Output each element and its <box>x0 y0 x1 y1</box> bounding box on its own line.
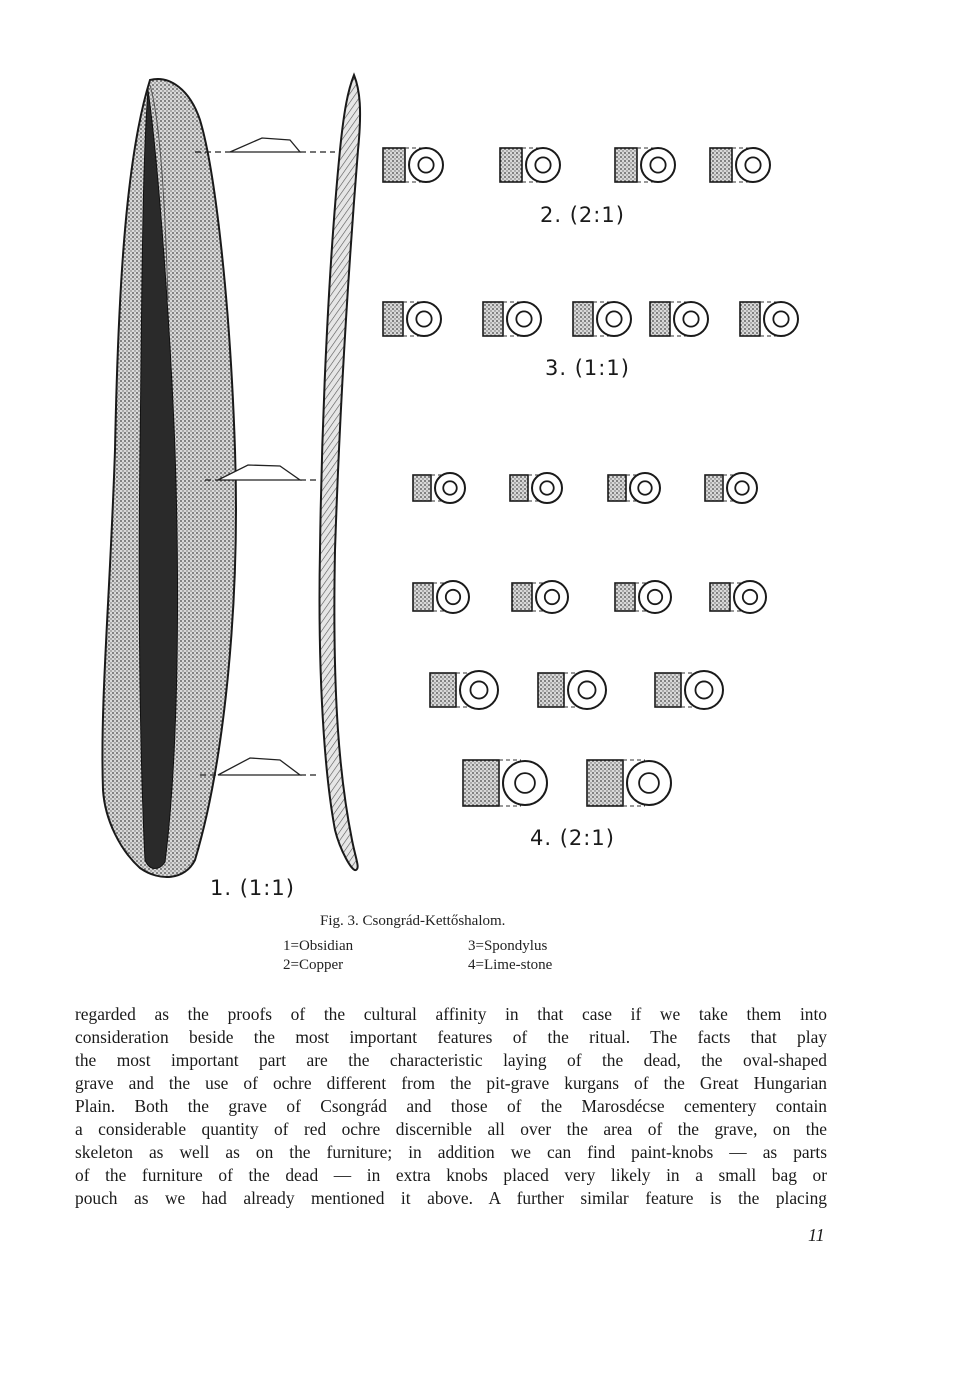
legend-spondylus: 3=Spondylus <box>468 938 548 954</box>
body-paragraph <box>75 1003 827 1210</box>
copper-beads-label: 2. (2:1) <box>540 203 625 227</box>
bead-side-view <box>740 302 760 336</box>
bead-side-view <box>383 302 403 336</box>
legend-limestone: 4=Lime-stone <box>468 957 553 973</box>
figure-caption: Fig. 3. Csongrád-Kettőshalom. <box>320 913 506 929</box>
bead-perforation <box>606 311 621 326</box>
bead-side-view <box>650 302 670 336</box>
bead-side-view <box>500 148 522 182</box>
bead-side-view <box>413 475 431 501</box>
body-line: regarded as the proofs of the cultural affinity in that case if we take them into <box>75 1004 827 1024</box>
bead-side-view <box>615 148 637 182</box>
body-line: the most important part are the characteristic laying of the dead, the oval-shaped <box>75 1050 827 1070</box>
bead-side-view <box>483 302 503 336</box>
bead-side-view <box>705 475 723 501</box>
bead-side-view <box>413 583 433 611</box>
limestone-beads-label: 4. (2:1) <box>530 826 615 850</box>
bead-perforation <box>745 157 760 172</box>
bead-perforation <box>443 481 457 495</box>
bead-perforation <box>578 681 595 698</box>
bead-perforation <box>446 590 460 604</box>
copper-awl-drawing <box>320 75 361 870</box>
spondylus-beads-label: 3. (1:1) <box>545 356 630 380</box>
bead-perforation <box>540 481 554 495</box>
page-number: 11 <box>808 1225 825 1245</box>
bead-perforation <box>735 481 749 495</box>
bead-perforation <box>470 681 487 698</box>
bead-perforation <box>650 157 665 172</box>
obsidian-blade-drawing <box>102 79 235 877</box>
bead-side-view <box>510 475 528 501</box>
bead-side-view <box>538 673 564 707</box>
bead-perforation <box>648 590 662 604</box>
bead-perforation <box>695 681 712 698</box>
bead-side-view <box>573 302 593 336</box>
bead-side-view <box>710 148 732 182</box>
body-line: Plain. Both the grave of Csongrád and those of the Marosdécse cementery contain <box>75 1096 827 1116</box>
obsidian-blade-label: 1. (1:1) <box>210 876 295 900</box>
legend-obsidian: 1=Obsidian <box>283 938 354 954</box>
body-line: consideration beside the most important features of the ritual. The facts that play <box>75 1027 827 1047</box>
bead-side-view <box>587 760 623 806</box>
bead-side-view <box>430 673 456 707</box>
bead-perforation <box>416 311 431 326</box>
bead-perforation <box>639 773 659 793</box>
bead-perforation <box>743 590 757 604</box>
body-line: grave and the use of ochre different from the pit-grave kurgans of the Great Hungarian <box>75 1073 827 1093</box>
bead-side-view <box>383 148 405 182</box>
bead-drawings <box>383 148 798 806</box>
bead-perforation <box>638 481 652 495</box>
bead-perforation <box>545 590 559 604</box>
body-line: skeleton as well as on the furniture; in addition we can find paint-knobs — as parts <box>75 1142 827 1162</box>
bead-side-view <box>615 583 635 611</box>
body-line: pouch as we had already mentioned it above. A further similar feature is the placing <box>75 1188 827 1208</box>
bead-perforation <box>773 311 788 326</box>
bead-perforation <box>516 311 531 326</box>
bead-perforation <box>535 157 550 172</box>
legend-copper: 2=Copper <box>283 957 344 973</box>
bead-perforation <box>515 773 535 793</box>
bead-perforation <box>683 311 698 326</box>
bead-side-view <box>655 673 681 707</box>
bead-side-view <box>463 760 499 806</box>
bead-perforation <box>418 157 433 172</box>
body-line: of the furniture of the dead — in extra knobs placed very likely in a small bag or <box>75 1165 827 1185</box>
bead-side-view <box>710 583 730 611</box>
bead-side-view <box>512 583 532 611</box>
body-line: a considerable quantity of red ochre discernible all over the area of the grave, on the <box>75 1119 827 1139</box>
bead-side-view <box>608 475 626 501</box>
